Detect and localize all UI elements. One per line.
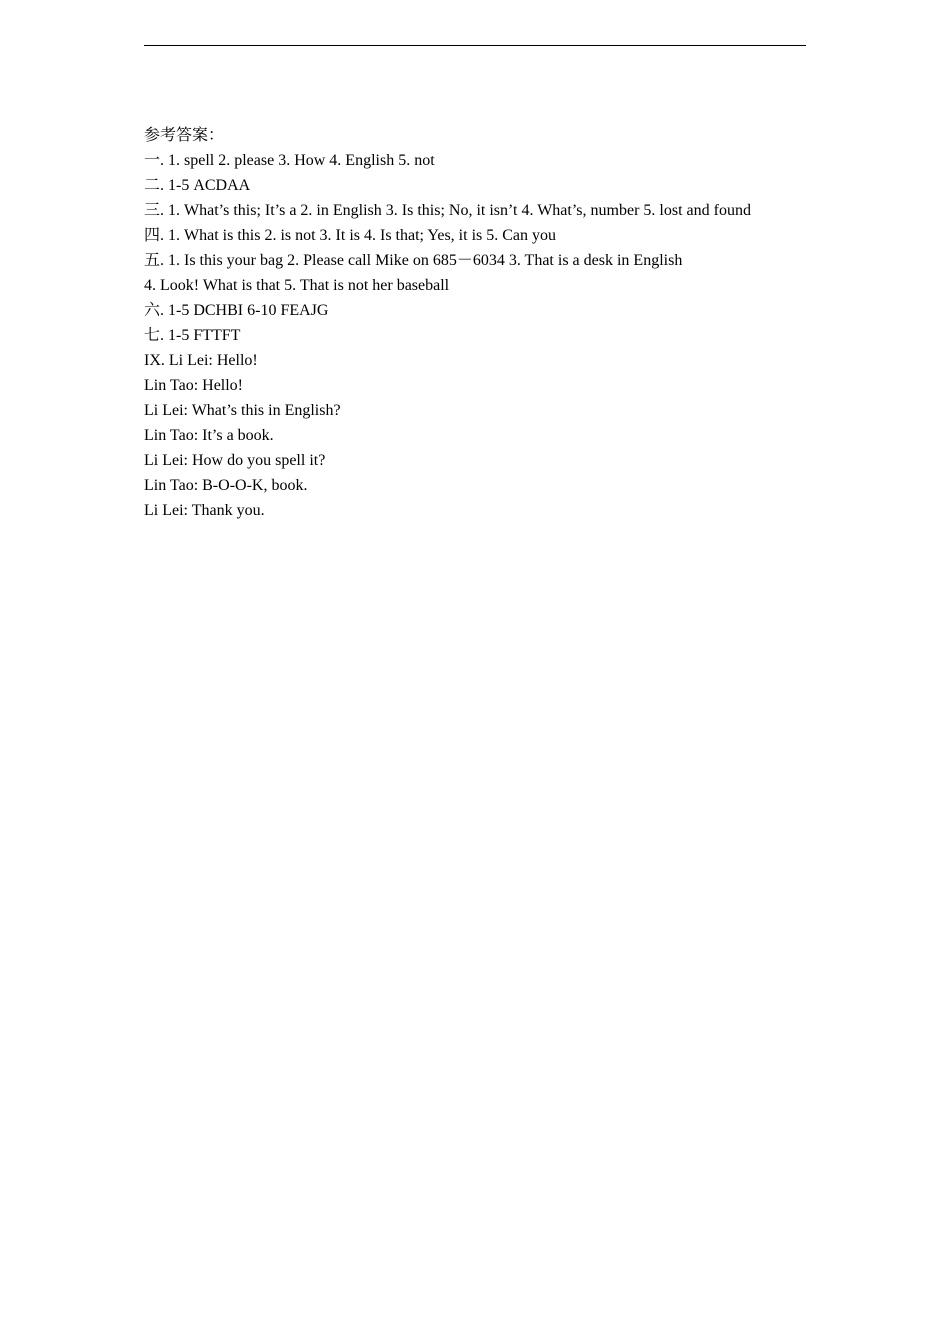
answer-line-section-3: 三. 1. What’s this; It’s a 2. in English 3. Is this; No, it isn’t 4. What’s, number 5. lost and found [144,202,751,219]
answer-line-section-2: 二. 1-5 ACDAA [144,177,251,194]
dialogue-line: Lin Tao: It’s a book. [144,427,274,444]
answer-line-section-5: 五. 1. Is this your bag 2. Please call Mike on 685－6034 3. That is a desk in English [144,252,683,269]
dialogue-line: Lin Tao: Hello! [144,377,244,394]
dialogue-line: Li Lei: Thank you. [144,502,265,519]
dialogue-line: Li Lei: How do you spell it? [144,452,326,469]
answer-line-section-4: 四. 1. What is this 2. is not 3. It is 4. Is that; Yes, it is 5. Can you [144,227,557,244]
answer-line-section-6: 六. 1-5 DCHBI 6-10 FEAJG [144,302,329,319]
answer-key-heading: 参考答案： [144,127,225,144]
answer-key [144,123,806,523]
answer-line-section-1: 一. 1. spell 2. please 3. How 4. English 5. not [144,152,435,169]
answer-line-section-7: 七. 1-5 FTTFT [144,327,241,344]
dialogue-line: Lin Tao: B-O-O-K, book. [144,477,308,494]
header-rule [144,45,806,46]
dialogue-line: IX. Li Lei: Hello! [144,352,258,369]
dialogue-line: Li Lei: What’s this in English? [144,402,341,419]
answer-line-section-5-continued: 4. Look! What is that 5. That is not her baseball [144,277,450,294]
